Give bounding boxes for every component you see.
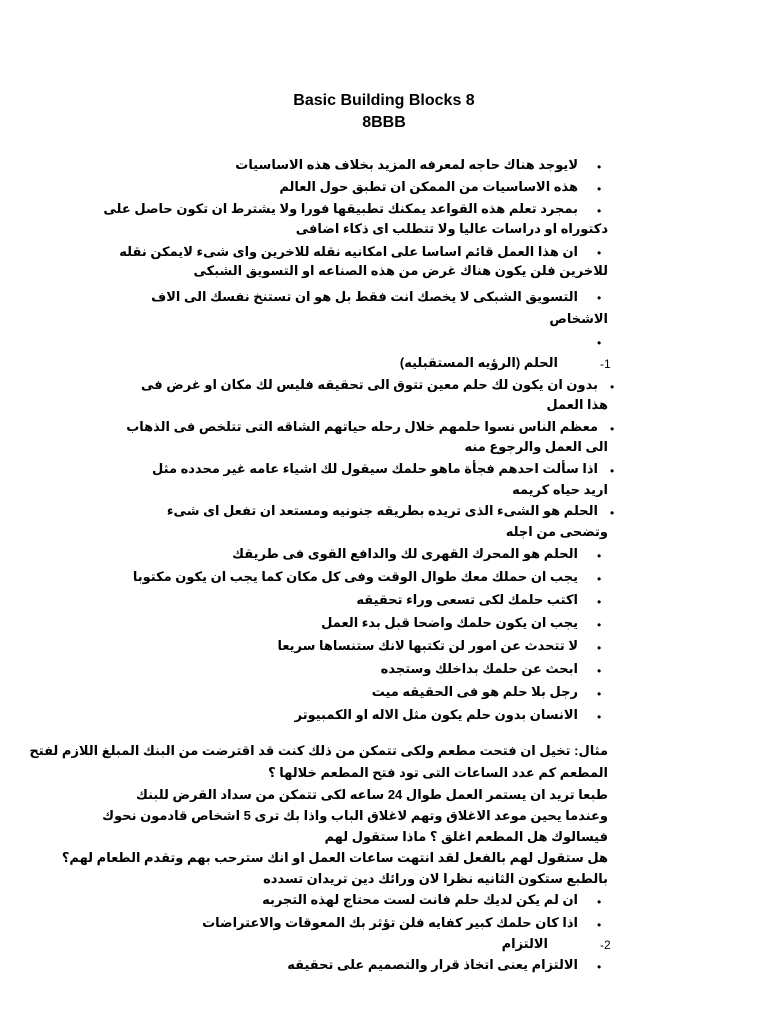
text-line: بمجرد تعلم هذه القواعد يمكنك تطبيقها فورا ولا يشترط ان تكون حاصل على <box>103 201 578 216</box>
bullet: • <box>597 895 602 909</box>
example-text: بالطبع ستكون الثانيه نظرا لان ورائك دين تريدان تسدده <box>263 871 608 886</box>
text-line: اريد حياه كريمه <box>512 482 608 497</box>
text-line: الانسان بدون حلم يكون مثل الاله او الكمبيوتر <box>294 707 578 722</box>
text-line: بدون ان يكون لك حلم معين تتوق الى تحقيقه فليس لك مكان او غرض فى <box>141 377 598 392</box>
text-line: الحلم هو المحرك القهرى لك والدافع القوى فى طريقك <box>232 546 578 561</box>
bullet: • <box>597 291 602 305</box>
bullet: • <box>597 204 602 218</box>
example-text: طبعا تريد ان يستمر العمل طوال 24 ساعه لكى تتمكن من سداد القرض للبنك <box>136 787 608 802</box>
text-line: للاخرين فلن يكون هناك غرض من هذه الصناعه او التسويق الشبكى <box>193 263 608 278</box>
document-subtitle: 8BBB <box>362 114 406 131</box>
text-line: لايوجد هناك حاجه لمعرفه المزيد بخلاف هذه الاساسيات <box>235 157 578 172</box>
example-text: المطعم كم عدد الساعات التى تود فتح المطعم خلالها ؟ <box>268 765 608 780</box>
bullet: • <box>610 380 615 394</box>
document-title: Basic Building Blocks 8 <box>293 92 475 109</box>
text-line: اكتب حلمك لكى تسعى وراء تحقيقه <box>356 592 578 607</box>
text-line: لا تتحدث عن امور لن تكتبها لانك ستنساها سريعا <box>277 638 578 653</box>
bullet: • <box>597 182 602 196</box>
text-line: الى العمل والرجوع منه <box>464 439 608 454</box>
text-line: الالتزام يعنى اتخاذ قرار والتصميم على تحقيقه <box>287 957 578 972</box>
text-line: ابحث عن حلمك بداخلك وستجده <box>380 661 578 676</box>
text-line: ان لم يكن لديك حلم فانت لست محتاج لهذه التجربه <box>262 892 578 907</box>
section-number: -1 <box>600 357 611 371</box>
bullet: • <box>610 464 615 478</box>
section-heading: الحلم (الرؤيه المستقبليه) <box>399 355 558 370</box>
text-line: اذا كان حلمك كبير كفايه فلن تؤثر بك المعوقات والاعتراضات <box>202 915 578 930</box>
text-line: هذه الاساسيات من الممكن ان تطبق حول العالم <box>279 179 578 194</box>
bullet: • <box>597 160 602 174</box>
text-line: اذا سألت احدهم فجأة ماهو حلمك سيقول لك اشياء عامه غير محدده مثل <box>152 461 598 476</box>
bullet: • <box>597 572 602 586</box>
section-number: -2 <box>600 938 611 952</box>
bullet: • <box>597 246 602 260</box>
example-text: وعندما يحين موعد الاغلاق وتهم لاغلاق الباب واذا بك ترى 5 اشخاص قادمون نحوك <box>102 808 608 823</box>
example-text: هل ستقول لهم بالفعل لقد انتهت ساعات العمل او انك سترحب بهم وتقدم الطعام لهم؟ <box>61 850 608 865</box>
text-line: يجب ان يكون حلمك واضحا قبل بدء العمل <box>321 615 578 630</box>
text-line: وتضحى من اجله <box>505 524 608 539</box>
bullet: • <box>597 549 602 563</box>
text-line: هذا العمل <box>546 397 608 412</box>
section-heading: الالتزام <box>501 936 548 951</box>
example-text: مثال: تخيل ان فتحت مطعم ولكى تتمكن من ذلك كنت قد اقترضت من البنك المبلغ اللازم لفتح <box>29 743 608 758</box>
bullet: • <box>597 618 602 632</box>
bullet: • <box>597 595 602 609</box>
example-text: فيسالوك هل المطعم اغلق ؟ ماذا ستقول لهم <box>324 829 608 844</box>
bullet: • <box>597 664 602 678</box>
bullet: • <box>610 422 615 436</box>
bullet: • <box>610 506 615 520</box>
bullet: • <box>597 960 602 974</box>
text-line: الاشخاص <box>549 311 608 326</box>
text-line: ان هذا العمل قائم اساسا على امكانيه نقله للاخرين واى شىء لايمكن نقله <box>119 244 578 259</box>
bullet: • <box>597 336 602 350</box>
bullet: • <box>597 687 602 701</box>
text-line: الحلم هو الشىء الذى تريده بطريقه جنونيه ومستعد ان تفعل اى شىء <box>166 503 598 518</box>
text-line: التسويق الشبكى لا يخصك انت فقط بل هو ان تستنخ نفسك الى الاف <box>151 289 578 304</box>
bullet: • <box>597 918 602 932</box>
text-line: معظم الناس نسوا حلمهم خلال رحله حياتهم الشاقه التى تتلخص فى الذهاب <box>126 419 598 434</box>
text-line: دكتوراه او دراسات عاليا ولا تتطلب اى ذكاء اضافى <box>295 221 608 236</box>
text-line: رجل بلا حلم هو فى الحقيقه ميت <box>371 684 578 699</box>
text-line: يجب ان حملك معك طوال الوقت وفى كل مكان كما يجب ان يكون مكتوبا <box>132 569 578 584</box>
bullet: • <box>597 710 602 724</box>
bullet: • <box>597 641 602 655</box>
